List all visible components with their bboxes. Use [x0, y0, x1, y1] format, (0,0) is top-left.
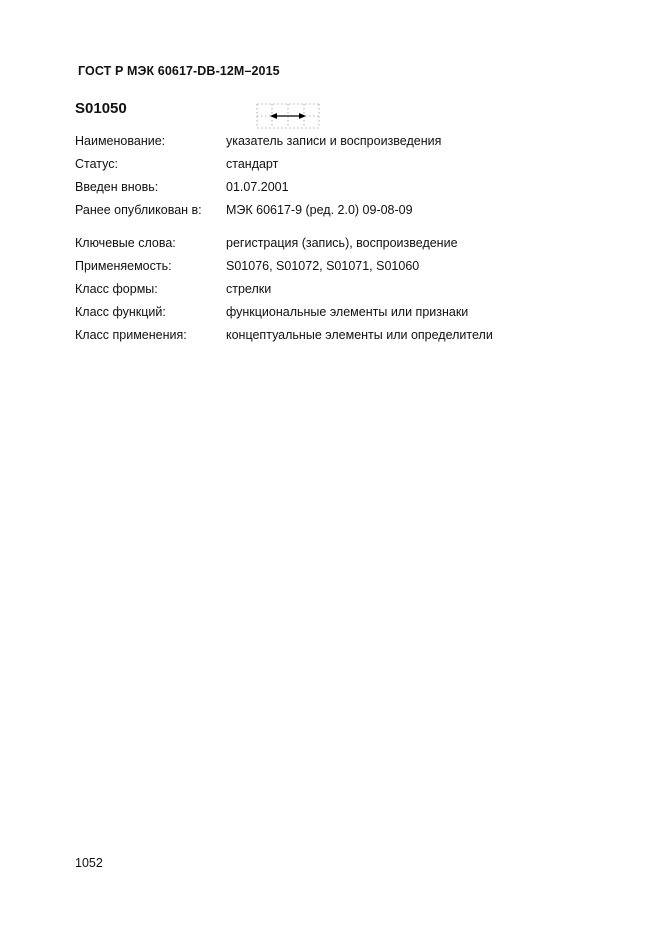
field-row-keywords [75, 235, 635, 258]
field-value: концептуальные элементы или определители [226, 328, 493, 342]
field-row-previously-published [75, 202, 635, 225]
document-header: ГОСТ Р МЭК 60617-DB-12M–2015 [78, 64, 280, 78]
double-arrow-icon [256, 103, 320, 129]
field-row-name [75, 133, 635, 156]
field-row-shape-class [75, 281, 635, 304]
field-label: Класс формы: [75, 282, 158, 296]
field-value: указатель записи и воспроизведения [226, 134, 442, 148]
field-label: Введен вновь: [75, 180, 159, 194]
field-row-applicability [75, 258, 635, 281]
field-label: Класс функций: [75, 305, 166, 319]
field-label: Наименование: [75, 134, 166, 148]
field-row-function-class [75, 304, 635, 327]
field-label: Класс применения: [75, 328, 187, 342]
field-value: S01076, S01072, S01071, S01060 [226, 259, 420, 273]
field-row-status [75, 156, 635, 179]
field-label: Применяемость: [75, 259, 172, 273]
field-value: стрелки [226, 282, 272, 296]
field-value: 01.07.2001 [226, 180, 289, 194]
field-label: Ранее опубликован в: [75, 203, 202, 217]
field-value: функциональные элементы или признаки [226, 305, 469, 319]
field-value: стандарт [226, 157, 279, 171]
field-row-application-class [75, 327, 635, 350]
field-label: Ключевые слова: [75, 236, 176, 250]
field-row-introduced [75, 179, 635, 202]
field-label: Статус: [75, 157, 118, 171]
symbol-id: S01050 [75, 100, 127, 117]
field-value: МЭК 60617-9 (ред. 2.0) 09-08-09 [226, 203, 413, 217]
field-value: регистрация (запись), воспроизведение [226, 236, 458, 250]
field-list [75, 133, 635, 350]
page-number: 1052 [75, 856, 103, 870]
